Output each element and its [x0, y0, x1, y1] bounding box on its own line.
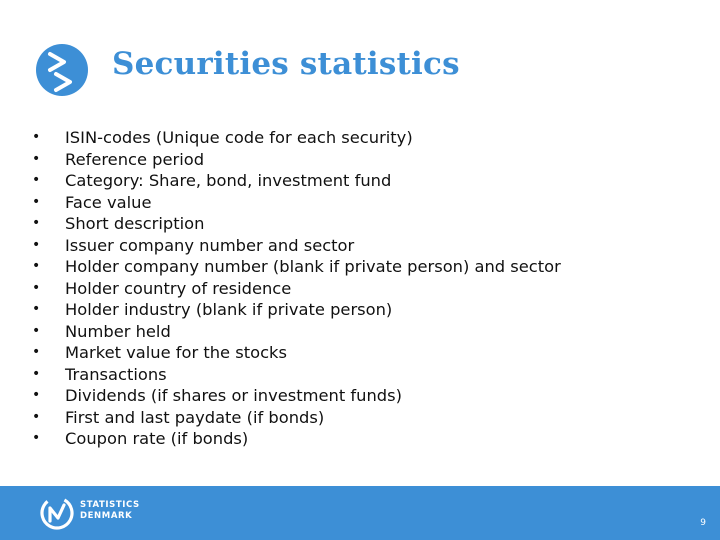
slide-title: Securities statistics [112, 46, 460, 82]
bullet-text: Transactions [65, 364, 167, 384]
footer-bar [0, 486, 720, 540]
bullet-dot: • [32, 387, 41, 403]
bullet-text: ISIN-codes (Unique code for each security) [65, 128, 413, 147]
bullet-dot: • [32, 236, 41, 253]
bullet-text: Coupon rate (if bonds) [65, 429, 249, 448]
bullet-item [32, 342, 561, 364]
bullet-item [32, 385, 561, 407]
bullet-item [32, 235, 561, 257]
bullet-dot: • [32, 129, 41, 145]
bullet-dot: • [32, 172, 41, 188]
bullet-text: Holder industry (blank if private person) [65, 300, 393, 319]
bullet-item [32, 278, 561, 300]
bullet-text: Issuer company number and sector [65, 235, 355, 255]
bullet-text: Holder country of residence [65, 278, 292, 298]
bullet-item [32, 192, 561, 214]
bullet-dot: • [32, 279, 41, 296]
bullet-dot: • [32, 365, 41, 382]
page-number: 9 [700, 518, 706, 528]
statistics-denmark-logo-icon [40, 496, 74, 530]
bullet-item [32, 407, 561, 429]
bullet-dot: • [32, 322, 41, 339]
bullet-text: Short description [65, 214, 205, 233]
bullet-dot: • [32, 301, 41, 317]
bullet-dot: • [32, 150, 41, 167]
bullet-list [32, 127, 561, 450]
bullet-item [32, 149, 561, 171]
footer-brand [80, 500, 140, 522]
brand-line-1: STATISTICS [80, 500, 140, 510]
bullet-item [32, 127, 561, 149]
bullet-text: Reference period [65, 149, 205, 169]
bullet-text: Holder company number (blank if private person) and sector [65, 257, 561, 276]
bullet-item [32, 299, 561, 321]
bullet-item [32, 321, 561, 343]
bullet-dot: • [32, 344, 41, 360]
bullet-dot: • [32, 258, 41, 274]
bullet-item [32, 428, 561, 450]
bullet-text: Number held [65, 321, 171, 341]
bullet-text: Dividends (if shares or investment funds) [65, 386, 402, 405]
bullet-item [32, 256, 561, 278]
bullet-dot: • [32, 430, 41, 446]
bullet-item [32, 170, 561, 192]
bullet-text: Face value [65, 192, 152, 212]
bullet-dot: • [32, 408, 41, 425]
chevron-arrows-icon [34, 42, 90, 98]
bullet-text: Market value for the stocks [65, 343, 287, 362]
bullet-item [32, 364, 561, 386]
bullet-dot: • [32, 193, 41, 210]
bullet-dot: • [32, 215, 41, 231]
brand-line-2: DENMARK [80, 511, 133, 521]
bullet-text: Category: Share, bond, investment fund [65, 171, 392, 190]
bullet-item [32, 213, 561, 235]
bullet-text: First and last paydate (if bonds) [65, 407, 325, 427]
